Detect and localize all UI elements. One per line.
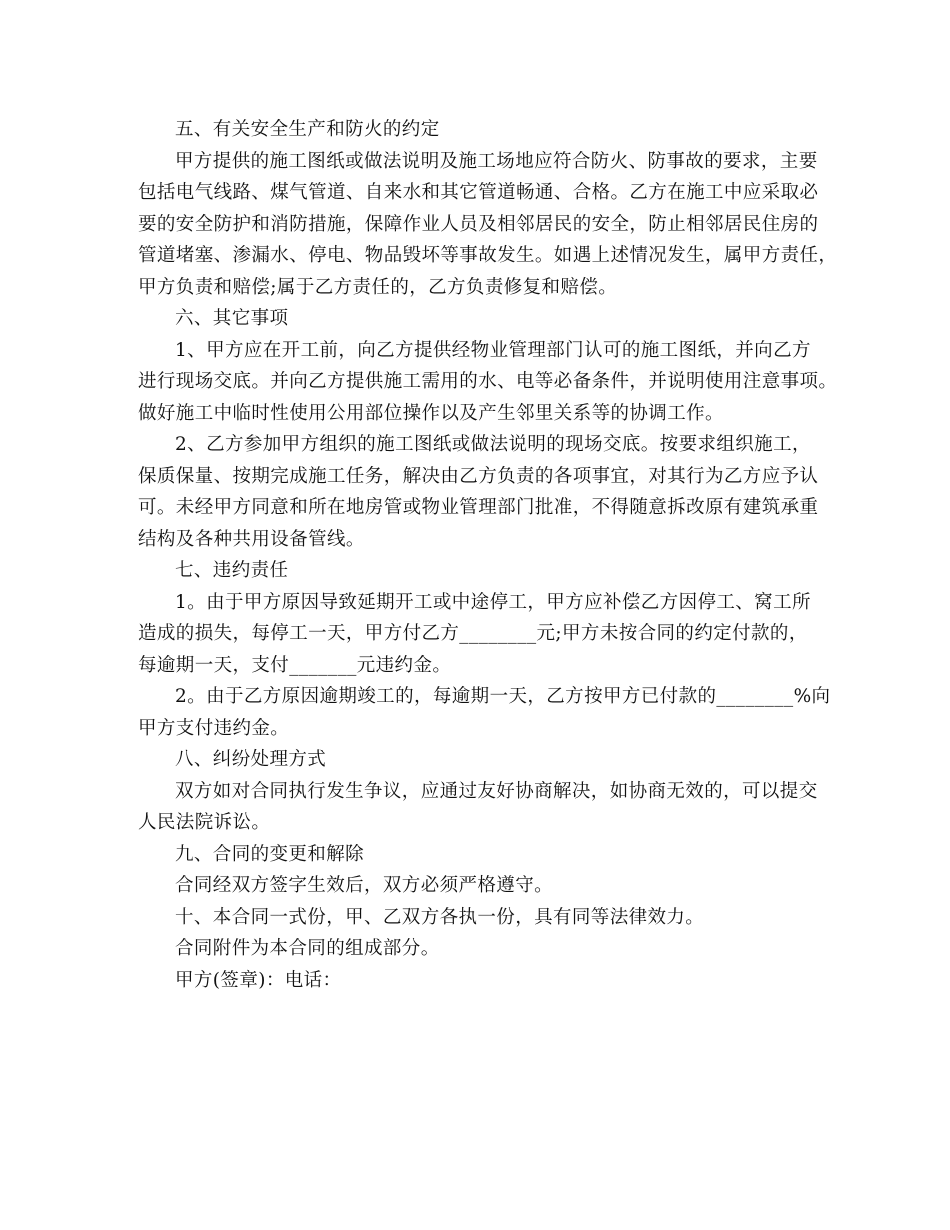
document-line: 包括电气线路、煤气管道、自来水和其它管道畅通、合格。乙方在施工中应采取必 <box>138 182 819 203</box>
document-line: 九、合同的变更和解除 <box>175 843 365 865</box>
document-line: 管道堵塞、渗漏水、停电、物品毁坏等事故发生。如遇上述情况发生，属甲方责任， <box>138 245 838 266</box>
document-line: 要的安全防护和消防措施，保障作业人员及相邻居民的安全，防止相邻居民住房的 <box>138 213 819 235</box>
document-line: 结构及各种共用设备管线。 <box>138 528 365 550</box>
document-line: 进行现场交底。并向乙方提供施工需用的水、电等必备条件，并说明使用注意事项。 <box>138 371 838 392</box>
document-line: 五、有关安全生产和防火的约定 <box>175 119 440 140</box>
document-page <box>138 114 838 996</box>
document-line: 十、本合同一式份，甲、乙双方各执一份，具有同等法律效力。 <box>175 906 705 928</box>
document-line: 合同经双方签字生效后，双方必须严格遵守。 <box>175 875 554 896</box>
document-line: 每逾期一天，支付_______元违约金。 <box>138 654 452 676</box>
document-line: 八、纠纷处理方式 <box>175 749 327 770</box>
document-line: 合同附件为本合同的组成部分。 <box>175 938 440 959</box>
document-line: 造成的损失，每停工一天，甲方付乙方________元;甲方未按合同的约定付款的， <box>138 623 808 644</box>
document-line: 保质保量、按期完成施工任务，解决由乙方负责的各项事宜，对其行为乙方应予认 <box>138 465 819 487</box>
document-line: 六、其它事项 <box>175 308 289 329</box>
document-line: 2、乙方参加甲方组织的施工图纸或做法说明的现场交底。按要求组织施工， <box>175 434 811 455</box>
document-line: 1、甲方应在开工前，向乙方提供经物业管理部门认可的施工图纸，并向乙方 <box>175 339 811 361</box>
document-line: 可。未经甲方同意和所在地房管或物业管理部门批准，不得随意拆改原有建筑承重 <box>138 497 819 518</box>
document-line: 双方如对合同执行发生争议，应通过友好协商解决，如协商无效的，可以提交 <box>175 780 818 802</box>
document-line: 甲方支付违约金。 <box>138 717 290 739</box>
document-line: 甲方负责和赔偿;属于乙方责任的，乙方负责修复和赔偿。 <box>138 276 618 298</box>
document-line: 2。由于乙方原因逾期竣工的，每逾期一天，乙方按甲方已付款的________%向 <box>175 686 831 707</box>
document-line: 甲方提供的施工图纸或做法说明及施工场地应符合防火、防事故的要求，主要 <box>175 150 818 172</box>
document-line: 人民法院诉讼。 <box>138 812 271 833</box>
document-line: 甲方(签章)：电话： <box>175 969 342 991</box>
document-line: 七、违约责任 <box>175 560 289 581</box>
document-line: 1。由于甲方原因导致延期开工或中途停工，甲方应补偿乙方因停工、窝工所 <box>175 591 811 613</box>
document-line: 做好施工中临时性使用公用部位操作以及产生邻里关系等的协调工作。 <box>138 402 724 424</box>
